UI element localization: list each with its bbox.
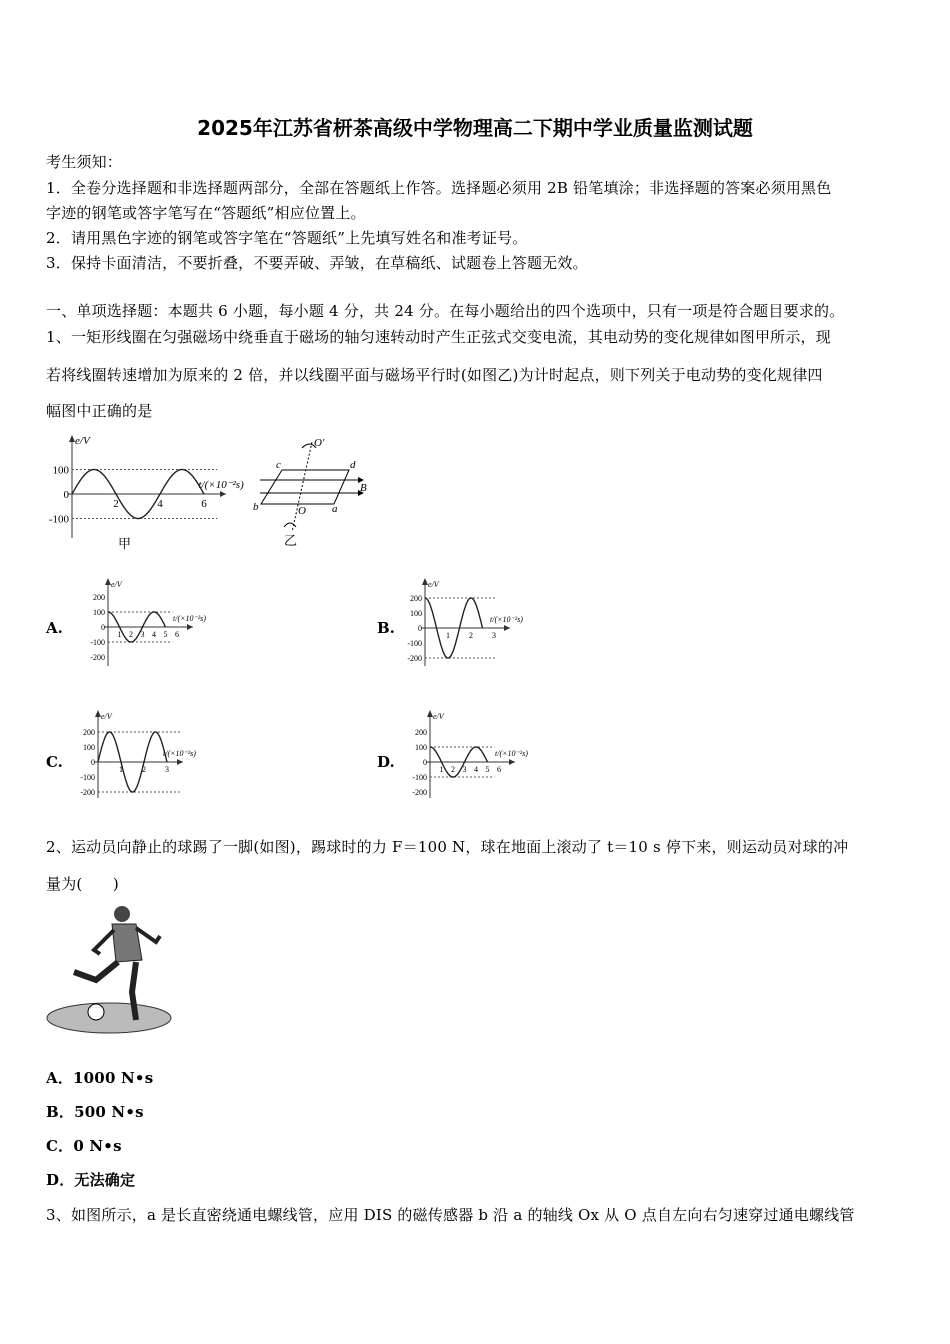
y-tick-label: 0 xyxy=(101,622,105,632)
x-axis-label: t/(×10⁻²s) xyxy=(163,749,196,758)
option-b-chart[interactable] xyxy=(398,575,558,670)
y-tick-label: -100 xyxy=(90,637,105,647)
y-tick-label: 0 xyxy=(91,757,95,767)
x-axis-label: t/(×10⁻²s) xyxy=(198,479,244,491)
y-tick-label: 100 xyxy=(415,742,427,752)
x-tick-label: 1 xyxy=(117,630,122,639)
option-d-chart[interactable] xyxy=(400,707,560,802)
x-tick-label: 6 xyxy=(201,498,207,510)
page-title: 2025年江苏省枅茶高级中学物理高二下期中学业质量监测试题 xyxy=(197,116,753,140)
x-axis-label: t/(×10⁻²s) xyxy=(173,614,206,623)
question-1-text: 若将线圈转速增加为原来的 2 倍，并以线圈平面与磁场平行时(如图乙)为计时起点，则下列关于电动势的变化规律四 xyxy=(46,366,823,384)
label-B: B xyxy=(360,482,367,494)
rotation-arrow-icon xyxy=(284,523,296,527)
question-1-text: 1、一矩形线圈在匀强磁场中绕垂直于磁场的轴匀速转动时产生正弦式交变电流，其电动势的变化规律如图甲所示，现 xyxy=(46,328,831,346)
y-tick-label: -100 xyxy=(412,772,427,782)
x-tick-label: 3 xyxy=(462,765,467,774)
notice-heading: 考生须知： xyxy=(46,153,123,171)
x-tick-label: 1 xyxy=(119,765,123,774)
x-axis-arrow-icon xyxy=(504,625,510,631)
y-axis-label: e/V xyxy=(101,712,112,721)
x-tick-label: 2 xyxy=(129,630,133,639)
y-tick-label: 100 xyxy=(93,607,105,617)
y-axis-label: e/V xyxy=(75,435,90,447)
x-tick-label: 4 xyxy=(157,498,163,510)
figure-yi-coil-diagram xyxy=(252,432,372,552)
y-tick-label: 200 xyxy=(93,592,105,602)
option-d-label[interactable]: D. xyxy=(377,753,395,771)
x-tick-label: 2 xyxy=(469,631,473,640)
x-tick-label: 5 xyxy=(163,630,168,639)
option-c-label[interactable]: C. xyxy=(46,753,63,771)
x-tick-label: 2 xyxy=(142,765,146,774)
label-b: b xyxy=(253,501,259,513)
x-axis-label: t/(×10⁻²s) xyxy=(495,749,528,758)
question-1-text: 幅图中正确的是 xyxy=(46,402,153,420)
rotation-axis xyxy=(292,442,312,532)
x-axis-arrow-icon xyxy=(220,491,226,497)
y-axis-label: e/V xyxy=(433,712,444,721)
x-axis-arrow-icon xyxy=(509,759,515,765)
x-tick-label: 3 xyxy=(165,765,169,774)
question-3-text: 3、如图所示，a 是长直密绕通电螺线管，应用 DIS 的磁传感器 b 沿 a 的轴线 Ox 从 O 点自左向右匀速穿过通电螺线管 xyxy=(46,1206,855,1224)
y-axis-label: e/V xyxy=(111,580,122,589)
section-heading: 一、单项选择题：本题共 6 小题，每小题 4 分，共 24 分。在每小题给出的四个选项中，只有一项是符合题目要求的。 xyxy=(46,302,845,320)
y-tick-label: -200 xyxy=(407,653,422,663)
x-tick-label: 3 xyxy=(140,630,145,639)
notice-line: 1．全卷分选择题和非选择题两部分，全部在答题纸上作答。选择题必须用 2B 铅笔填涂；非选择题的答案必须用黑色 xyxy=(46,179,832,197)
question-2-text: 2、运动员向静止的球踢了一脚(如图)，踢球时的力 F＝100 N，球在地面上滚动了 t＝10 s 停下来，则运动员对球的冲 xyxy=(46,838,849,856)
x-tick-label: 4 xyxy=(152,630,156,639)
option-c-chart[interactable] xyxy=(78,707,238,802)
q2-option-d[interactable]: D．无法确定 xyxy=(46,1171,136,1189)
notice-line: 字迹的钢笔或答字笔写在“答题纸”相应位置上。 xyxy=(46,204,366,222)
x-tick-label: 1 xyxy=(446,631,450,640)
y-tick-label: -100 xyxy=(80,772,95,782)
y-tick-label: -200 xyxy=(90,652,105,662)
y-tick-label: 200 xyxy=(410,593,422,603)
notice-line: 2．请用黑色字迹的钢笔或答字笔在“答题纸”上先填写姓名和准考证号。 xyxy=(46,229,528,247)
y-tick-label: -100 xyxy=(48,513,69,526)
option-b-label[interactable]: B. xyxy=(377,619,395,637)
y-tick-label: 100 xyxy=(52,464,69,477)
x-tick-label: 1 xyxy=(439,765,444,774)
y-tick-label: -200 xyxy=(412,787,427,797)
figure-jia-chart xyxy=(40,432,250,542)
x-tick-label: 4 xyxy=(474,765,478,774)
x-tick-label: 3 xyxy=(492,631,496,640)
option-a-label[interactable]: A. xyxy=(46,619,63,637)
x-axis-arrow-icon xyxy=(187,624,193,630)
y-axis-label: e/V xyxy=(428,580,439,589)
y-tick-label: 0 xyxy=(423,757,427,767)
label-O: O xyxy=(298,505,306,517)
figure-jia-caption: 甲 xyxy=(118,537,132,552)
x-tick-label: 5 xyxy=(485,765,490,774)
label-a: a xyxy=(332,503,338,515)
y-tick-label: 200 xyxy=(415,727,427,737)
y-tick-label: 0 xyxy=(418,623,422,633)
figure-yi-caption: 乙 xyxy=(284,533,298,548)
q2-option-b[interactable]: B．500 N•s xyxy=(46,1103,144,1121)
option-a-chart[interactable] xyxy=(80,575,240,670)
x-tick-label: 2 xyxy=(113,498,119,510)
question-2-text: 量为( ) xyxy=(46,875,119,893)
y-tick-label: 100 xyxy=(410,608,422,618)
x-tick-label: 6 xyxy=(175,630,179,639)
x-tick-label: 2 xyxy=(451,765,455,774)
y-tick-label: -100 xyxy=(407,638,422,648)
y-tick-label: 200 xyxy=(83,727,95,737)
y-tick-label: 100 xyxy=(83,742,95,752)
soccer-player-illustration xyxy=(44,900,174,1040)
q2-option-c[interactable]: C．0 N•s xyxy=(46,1137,122,1155)
label-O-prime: O′ xyxy=(314,437,325,449)
y-tick-label: 0 xyxy=(63,488,69,501)
notice-line: 3．保持卡面清洁，不要折叠，不要弄破、弄皱，在草稿纸、试题卷上答题无效。 xyxy=(46,254,588,272)
label-d: d xyxy=(350,459,356,471)
x-tick-label: 6 xyxy=(497,765,501,774)
label-c: c xyxy=(276,459,281,471)
x-axis-arrow-icon xyxy=(177,759,183,765)
y-tick-label: -200 xyxy=(80,787,95,797)
q2-option-a[interactable]: A．1000 N•s xyxy=(46,1069,154,1087)
x-axis-label: t/(×10⁻²s) xyxy=(490,615,523,624)
